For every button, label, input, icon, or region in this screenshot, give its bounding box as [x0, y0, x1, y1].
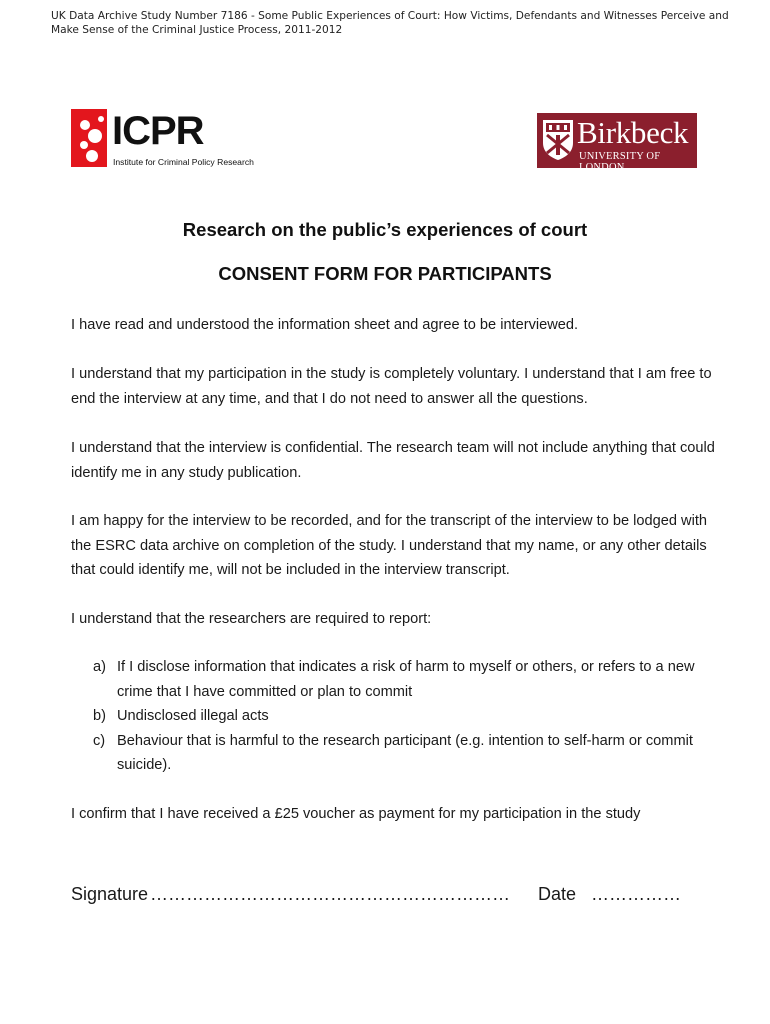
list-item [93, 729, 713, 778]
icpr-wordmark: ICPR [112, 109, 204, 153]
paragraph-reporting: I understand that the researchers are required to report: [71, 611, 432, 627]
form-subtitle: CONSENT FORM FOR PARTICIPANTS [218, 263, 552, 284]
list-item-text: Undisclosed illegal acts [117, 708, 269, 724]
archive-header-note: UK Data Archive Study Number 7186 - Some Public Experiences of Court: How Victims, Defendants and Witnesses Perceive and Make Sense of the Criminal Justice Process, 2011-2012 [51, 10, 729, 36]
paragraph-voucher-confirmation: I confirm that I have received a £25 voucher as payment for my participation in the study [71, 806, 641, 822]
signature-label: Signature [71, 884, 149, 904]
list-item-text: If I disclose information that indicates a risk of harm to myself or others, or refers to a new crime that I have committed or plan to commit [117, 659, 695, 700]
list-marker: b) [93, 708, 106, 724]
paragraph-voluntary: I understand that my participation in the study is completely voluntary. I understand that I am free to end the interview at any time, and that I do not need to answer all the questions. [71, 366, 712, 407]
paragraph-confidential: I understand that the interview is confidential. The research team will not include anything that could identify me in any study publication. [71, 440, 715, 481]
list-marker: a) [93, 659, 106, 675]
document-title: Research on the public’s experiences of court [182, 219, 588, 240]
signature-field[interactable]: …………………………………………………… [150, 884, 510, 904]
list-item [93, 704, 713, 729]
icpr-logo [71, 109, 254, 169]
date-label: Date [538, 884, 577, 904]
list-item-text: Behaviour that is harmful to the research participant (e.g. intention to self-harm or commit suicide). [117, 732, 693, 773]
birkbeck-wordmark: Birkbeck [577, 115, 689, 150]
icpr-tagline: Institute for Criminal Policy Research [113, 157, 254, 167]
date-field[interactable]: …………… [591, 884, 681, 904]
paragraph-recording: I am happy for the interview to be recorded, and for the transcript of the interview to be lodged with the ESRC data archive on completion of the study. I understand that my name, or any other details that could identify me, will not be included in the interview transcript. [71, 513, 707, 578]
paragraph-information-sheet: I have read and understood the information sheet and agree to be interviewed. [71, 317, 579, 333]
birkbeck-logo [537, 113, 697, 173]
reporting-list [93, 655, 713, 778]
list-marker: c) [93, 732, 106, 749]
birkbeck-subtitle: UNIVERSITY OF LONDON [579, 151, 661, 173]
list-item [93, 655, 713, 704]
shield-icon [542, 119, 574, 161]
